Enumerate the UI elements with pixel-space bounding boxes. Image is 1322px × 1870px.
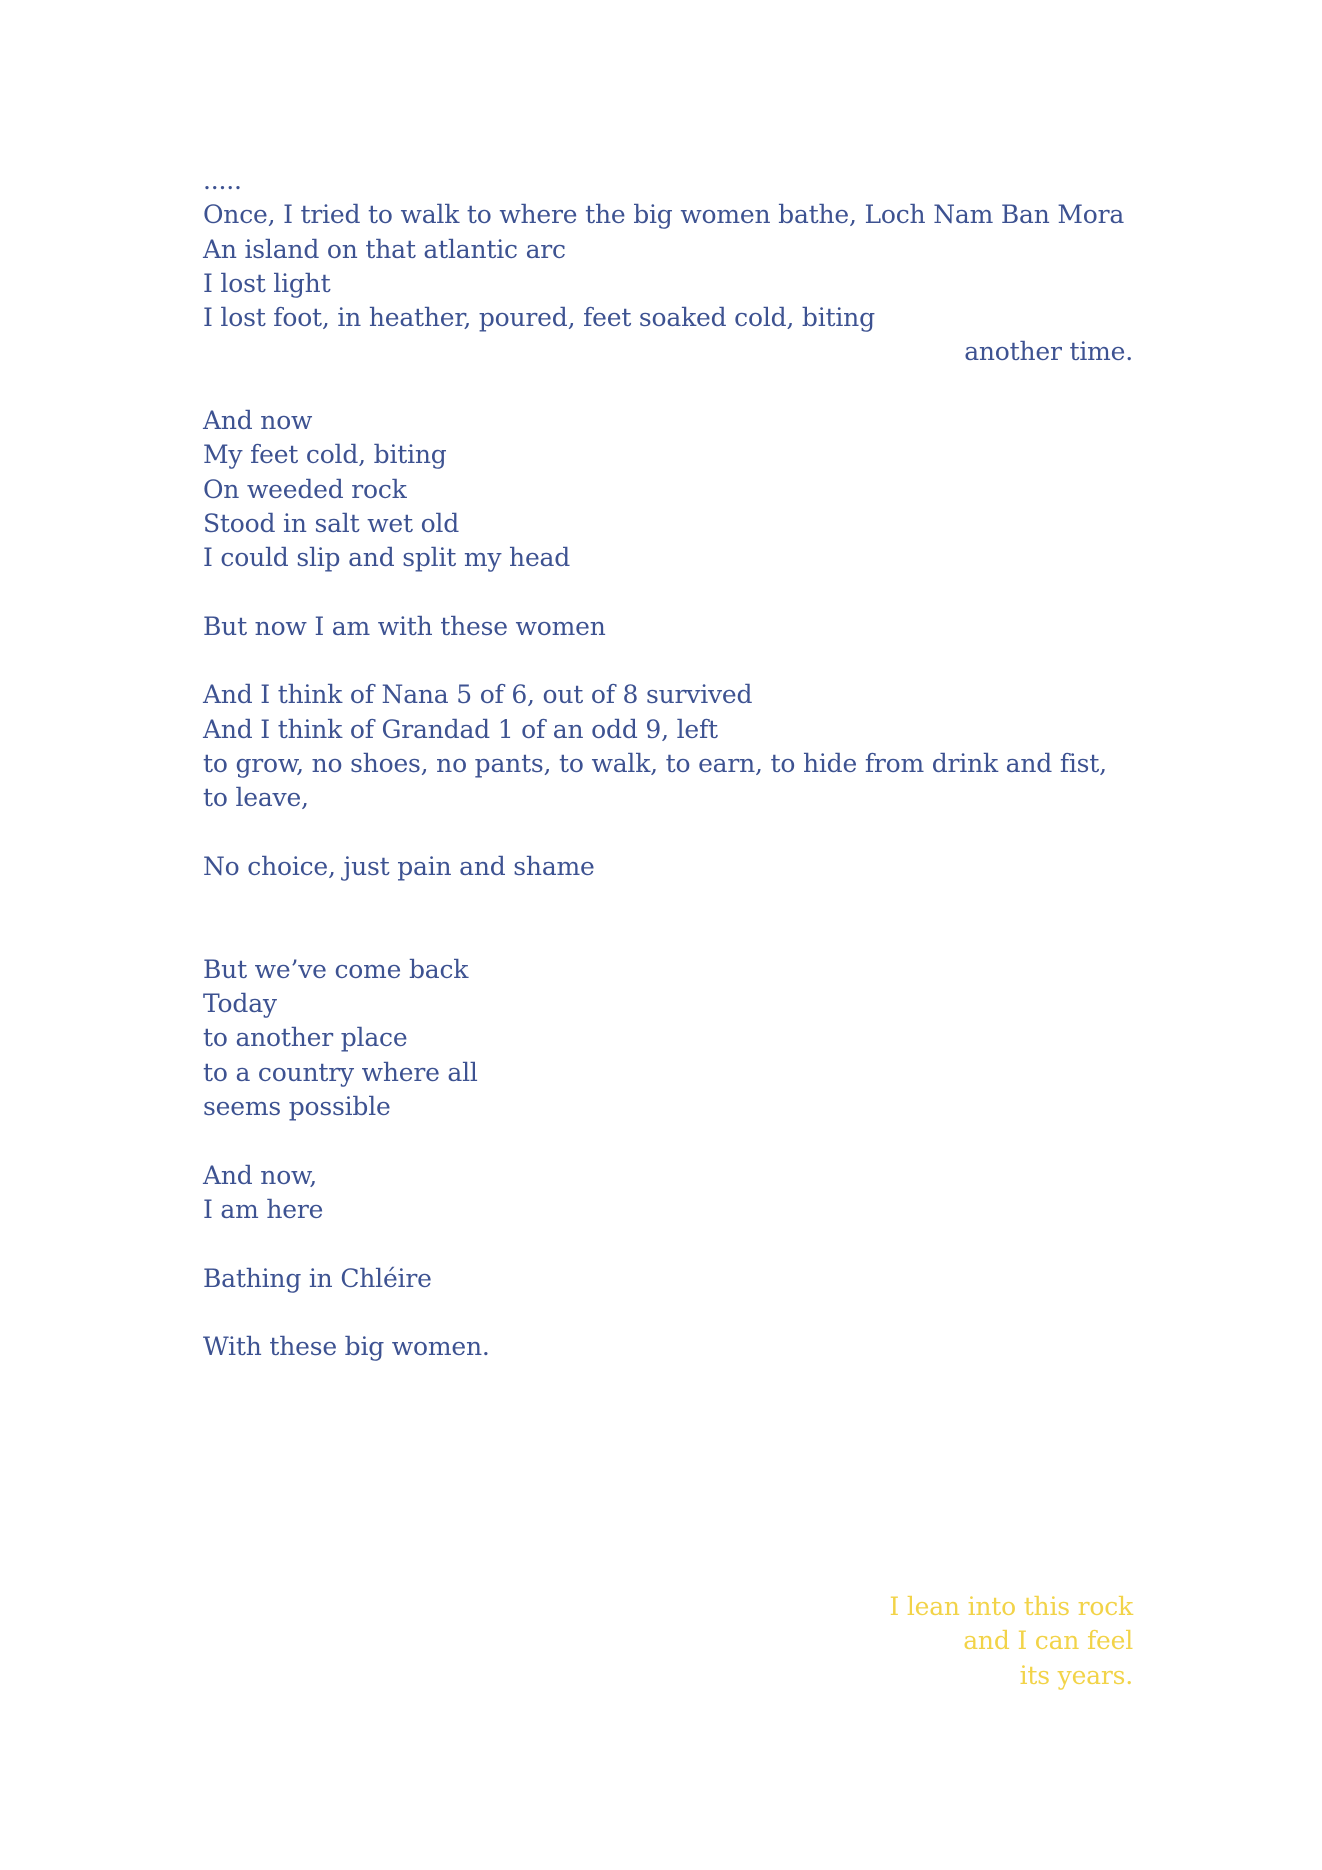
poem-line: I lost foot, in heather, poured, feet soaked cold, biting	[203, 303, 875, 333]
stanza-2	[203, 404, 1133, 575]
stanza-4	[203, 678, 1133, 815]
coda-line: its years.	[1019, 1660, 1133, 1690]
stanza-8	[203, 1262, 1133, 1296]
poem-line: But we’ve come back	[203, 954, 469, 984]
poem-line: And I think of Nana 5 of 6, out of 8 survived	[203, 680, 753, 710]
poem-line: With these big women.	[203, 1332, 490, 1362]
stanza-break	[203, 816, 1133, 850]
poem-line: Stood in salt wet old	[203, 508, 460, 538]
poem-line: Once, I tried to walk to where the big women bathe, Loch Nam Ban Mora	[203, 200, 1125, 230]
poem-line: An island on that atlantic arc	[203, 234, 566, 264]
poem-line-right-aligned: another time.	[964, 337, 1133, 367]
poem-line: My feet cold, biting	[203, 440, 447, 470]
poem-line: No choice, just pain and shame	[203, 851, 595, 881]
stanza-break	[203, 576, 1133, 610]
poem-body	[203, 164, 1133, 1364]
poem-line: I lost light	[203, 268, 331, 298]
stanza-6	[203, 953, 1133, 1124]
stanza-break	[203, 884, 1133, 953]
poem-line: Bathing in Chléire	[203, 1263, 432, 1293]
stanza-1	[203, 164, 1133, 370]
poem-line: I am here	[203, 1194, 324, 1224]
poem-line: And now,	[203, 1160, 318, 1190]
stanza-break	[203, 370, 1133, 404]
poem-line: But now I am with these women	[203, 611, 606, 641]
coda-line: I lean into this rock	[889, 1592, 1133, 1621]
poem-line: And I think of Grandad 1 of an odd 9, left	[203, 714, 718, 744]
coda-stanza	[203, 1590, 1133, 1693]
poem-line: And now	[203, 406, 313, 436]
stanza-5	[203, 850, 1133, 884]
stanza-break	[203, 1124, 1133, 1158]
stanza-break	[203, 1227, 1133, 1261]
stanza-7	[203, 1159, 1133, 1228]
ellipsis-line: .....	[203, 166, 242, 195]
poem-line: to a country where all	[203, 1057, 478, 1087]
poem-line: to another place	[203, 1023, 408, 1053]
stanza-3	[203, 610, 1133, 644]
poem-line: seems possible	[203, 1092, 391, 1122]
coda-line: and I can feel	[963, 1626, 1133, 1656]
stanza-break	[203, 1296, 1133, 1330]
stanza-break	[203, 644, 1133, 678]
poem-line: I could slip and split my head	[203, 543, 571, 573]
poem-line: On weeded rock	[203, 474, 407, 504]
stanza-9	[203, 1330, 1133, 1364]
poem-line-wrapped: to grow, no shoes, no pants, to walk, to earn, to hide from drink and fist, to leave,	[203, 749, 1107, 813]
poem-line: Today	[203, 989, 277, 1019]
